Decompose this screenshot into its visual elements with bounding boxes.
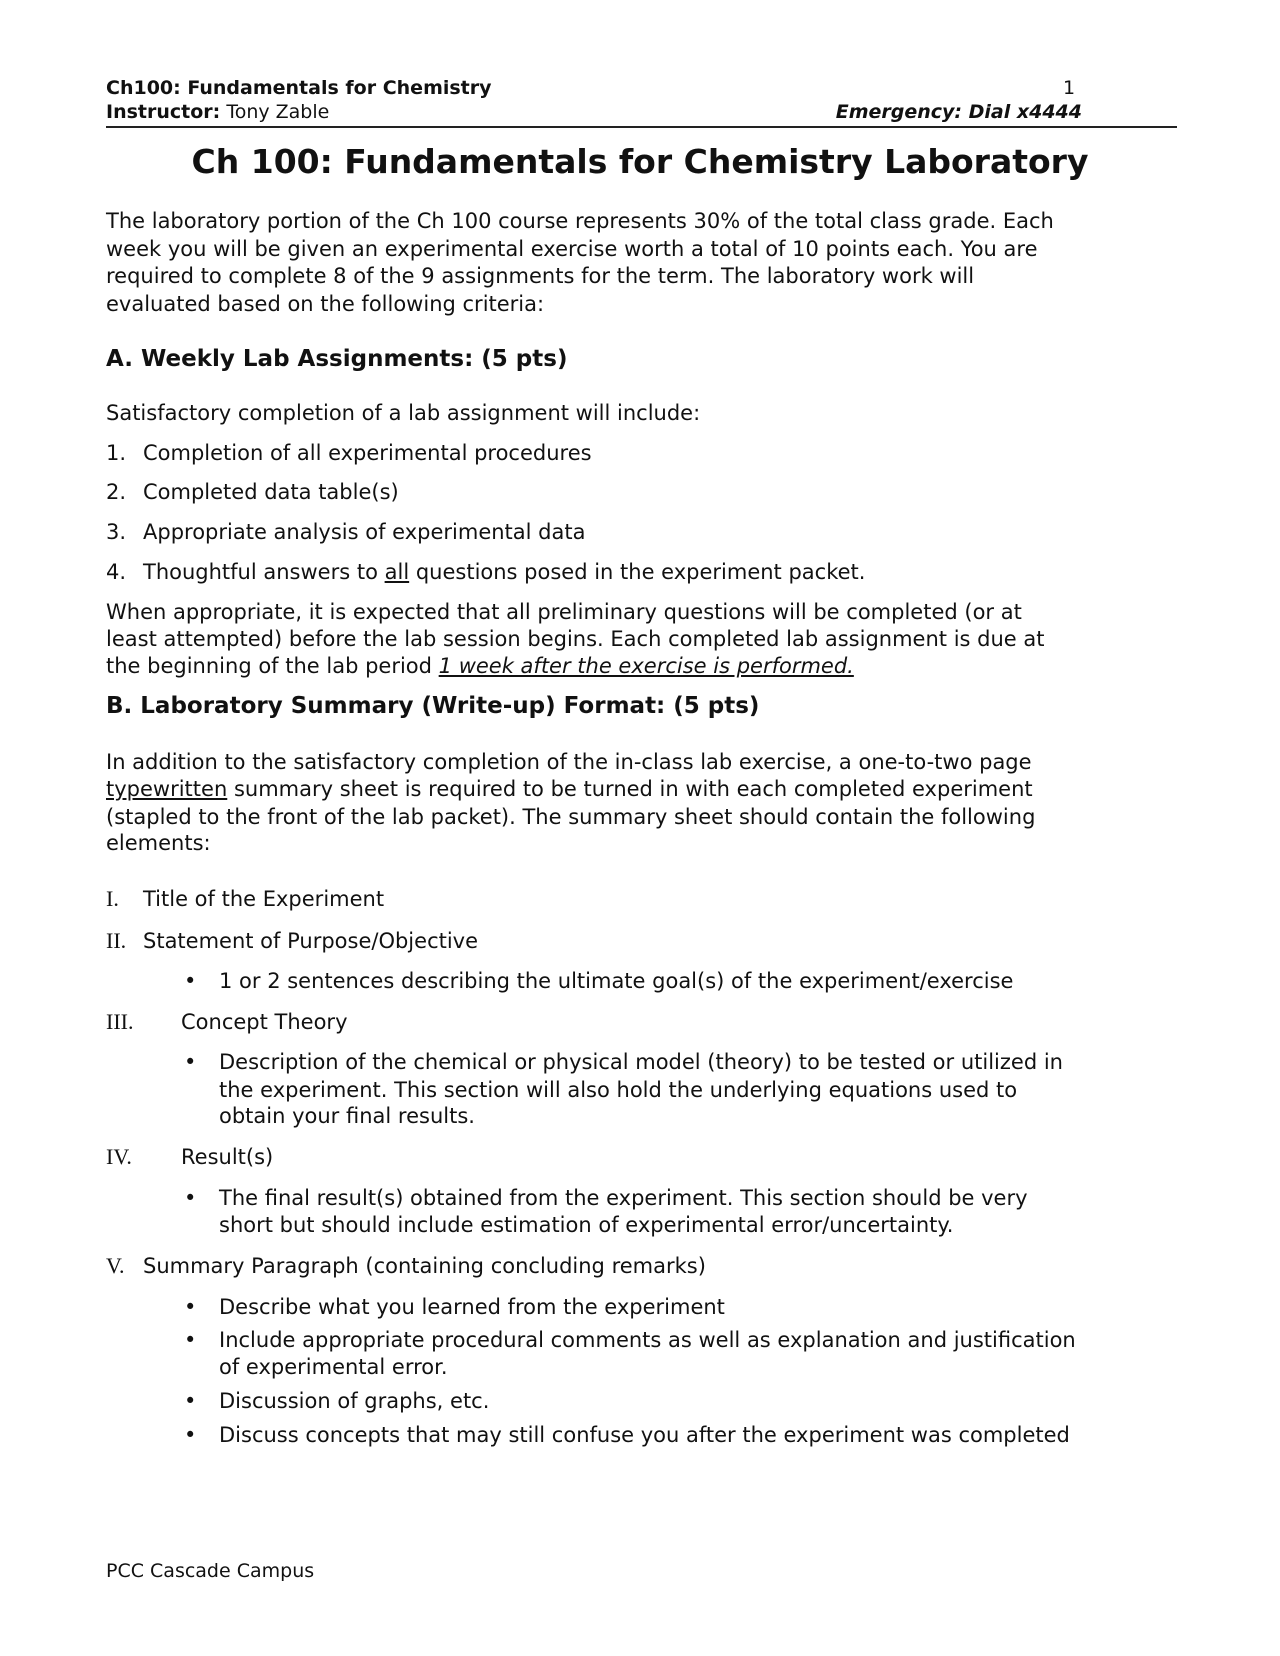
instructor-name: Tony Zable	[226, 101, 330, 123]
bullet-text: of experimental error.	[219, 1355, 448, 1379]
section-b-line: In addition to the satisfactory completion of the in-class lab exercise, a one-to-two page	[106, 750, 1032, 774]
note-line: least attempted) before the lab session begins. Each completed lab assignment is due at	[106, 627, 1045, 651]
element-num: II.	[106, 928, 127, 953]
section-b-heading: B. Laboratory Summary (Write-up) Format: (5 pts)	[106, 693, 760, 719]
section-b-text: summary sheet is required to be turned in with each completed experiment	[227, 777, 1033, 801]
item-emphasis: all	[384, 560, 410, 584]
bullet-text: short but should include estimation of experimental error/uncertainty.	[219, 1213, 954, 1237]
bullet-icon: •	[184, 1328, 197, 1352]
section-a-heading: A. Weekly Lab Assignments: (5 pts)	[106, 346, 568, 372]
typewritten-emphasis: typewritten	[106, 777, 228, 801]
list-item	[143, 558, 865, 586]
item-text: Thoughtful answers to	[143, 560, 385, 584]
list-item-num: 2.	[106, 480, 127, 504]
note-line: When appropriate, it is expected that all preliminary questions will be completed (or at	[106, 600, 1022, 624]
page-number: 1	[1063, 77, 1076, 99]
bullet-text: obtain your final results.	[219, 1104, 475, 1128]
bullet-icon: •	[184, 1423, 197, 1447]
element-title: Title of the Experiment	[143, 887, 385, 911]
element-num: III.	[106, 1009, 134, 1034]
bullet-icon: •	[184, 1295, 197, 1319]
element-title: Statement of Purpose/Objective	[143, 929, 479, 953]
instructor-label: Instructor:	[106, 101, 221, 123]
element-num: V.	[106, 1253, 125, 1278]
element-title: Result(s)	[181, 1145, 274, 1169]
bullet-text: Describe what you learned from the experiment	[219, 1295, 725, 1319]
header-course: Ch100: Fundamentals for Chemistry	[106, 77, 492, 99]
note-line	[106, 652, 854, 680]
intro-line: required to complete 8 of the 9 assignments for the term. The laboratory work will	[106, 264, 975, 288]
bullet-icon: •	[184, 1389, 197, 1413]
header-emergency: Emergency: Dial x4444	[835, 101, 1082, 123]
element-num: IV.	[106, 1144, 132, 1169]
bullet-text: the experiment. This section will also hold the underlying equations used to	[219, 1078, 1018, 1102]
page-title: Ch 100: Fundamentals for Chemistry Laboratory	[191, 142, 1089, 181]
bullet-text: Include appropriate procedural comments as well as explanation and justification	[219, 1328, 1076, 1352]
bullet-text: The final result(s) obtained from the experiment. This section should be very	[219, 1186, 1028, 1210]
section-b-line: (stapled to the front of the lab packet). The summary sheet should contain the following	[106, 805, 1036, 829]
element-title: Summary Paragraph (containing concluding remarks)	[143, 1254, 706, 1278]
list-item-num: 4.	[106, 560, 127, 584]
section-b-line: elements:	[106, 831, 211, 855]
bullet-icon: •	[184, 1186, 197, 1210]
bullet-text: 1 or 2 sentences describing the ultimate goal(s) of the experiment/exercise	[219, 969, 1014, 993]
list-item-num: 1.	[106, 441, 127, 465]
element-title: Concept Theory	[181, 1010, 348, 1034]
bullet-text: Discuss concepts that may still confuse you after the experiment was completed	[219, 1423, 1070, 1447]
note-emphasis: 1 week after the exercise is performed.	[438, 654, 854, 678]
bullet-text: Discussion of graphs, etc.	[219, 1389, 490, 1413]
bullet-icon: •	[184, 1050, 197, 1074]
list-item: Appropriate analysis of experimental data	[143, 520, 586, 544]
intro-line: week you will be given an experimental exercise worth a total of 10 points each. You are	[106, 237, 1038, 261]
element-num: I.	[106, 886, 119, 911]
list-item: Completion of all experimental procedures	[143, 441, 592, 465]
header-instructor	[106, 100, 329, 124]
section-b-line	[106, 775, 1033, 803]
note-text: the beginning of the lab period	[106, 654, 439, 678]
bullet-text: Description of the chemical or physical model (theory) to be tested or utilized in	[219, 1050, 1063, 1074]
list-item: Completed data table(s)	[143, 480, 399, 504]
item-text: questions posed in the experiment packet.	[409, 560, 866, 584]
intro-line: evaluated based on the following criteria:	[106, 292, 545, 316]
bullet-icon: •	[184, 969, 197, 993]
section-a-lead: Satisfactory completion of a lab assignment will include:	[106, 401, 701, 425]
footer: PCC Cascade Campus	[106, 1560, 315, 1582]
intro-line: The laboratory portion of the Ch 100 course represents 30% of the total class grade. Each	[106, 209, 1054, 233]
header-rule	[106, 126, 1177, 128]
list-item-num: 3.	[106, 520, 127, 544]
